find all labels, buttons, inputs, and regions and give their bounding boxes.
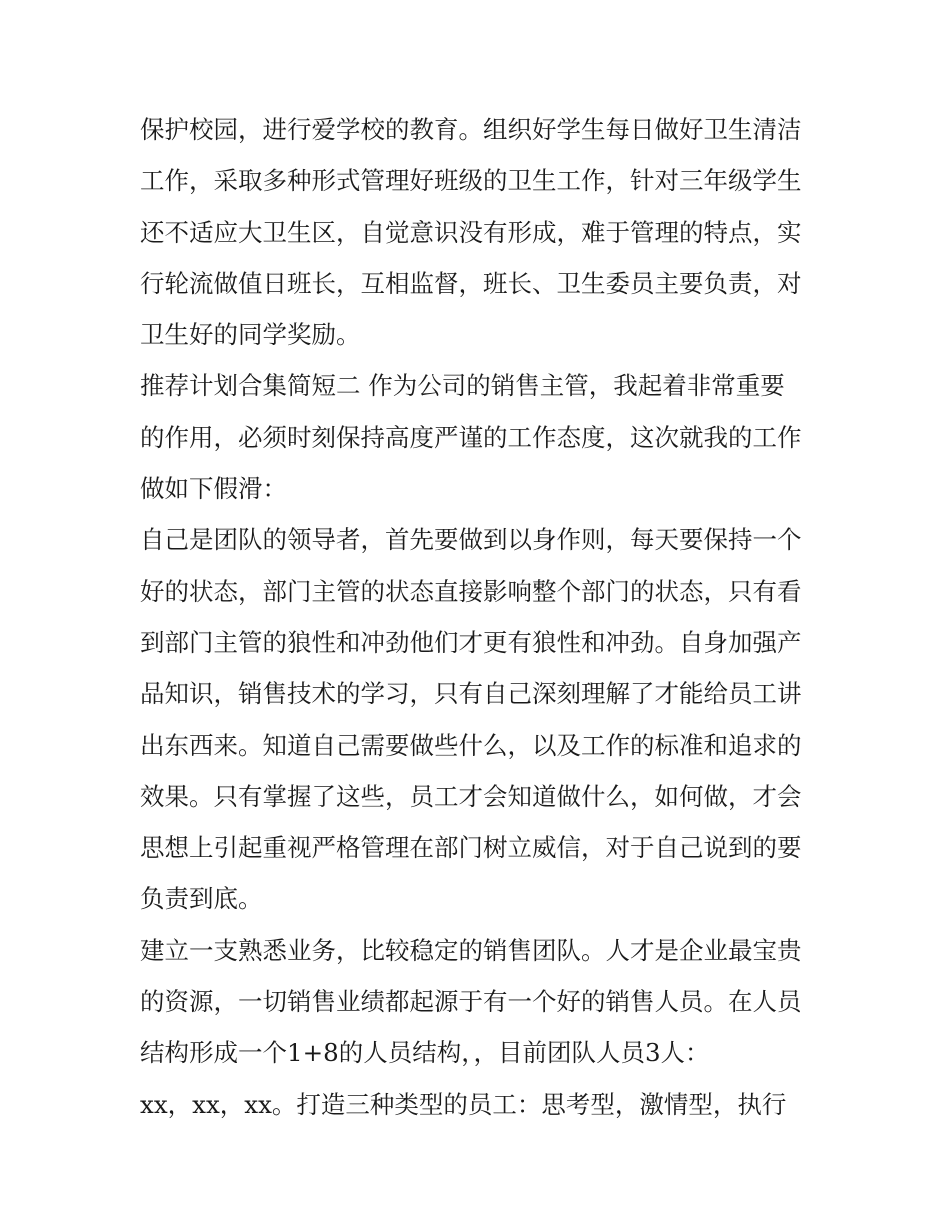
text-line: 建立一支熟悉业务，比较稳定的销售团队。人才是企业最宝贵 — [140, 935, 802, 965]
text-line: 工作，采取多种形式管理好班级的卫生工作，针对三年级学生 — [140, 166, 802, 196]
text-line: 好的状态，部门主管的状态直接影响整个部门的状态，只有看 — [140, 576, 802, 606]
text-line: 结构形成一个1+8的人员结构，，目前团队人员3人： — [140, 1038, 710, 1068]
text-line: xx，xx，xx。打造三种类型的员工：思考型，激情型，执行 — [140, 1089, 787, 1119]
text-line: 思想上引起重视严格管理在部门树立威信，对于自己说到的要 — [140, 833, 802, 863]
text-line: 出东西来。知道自己需要做些什么，以及工作的标准和追求的 — [140, 730, 802, 760]
text-line: 到部门主管的狼性和冲劲他们才更有狼性和冲劲。自身加强产 — [140, 627, 802, 657]
text-line: 效果。只有掌握了这些，员工才会知道做什么，如何做，才会 — [140, 781, 802, 811]
document-body — [140, 104, 820, 1130]
text-line: 品知识，销售技术的学习，只有自己深刻理解了才能给员工讲 — [140, 679, 802, 709]
text-line: 的资源，一切销售业绩都起源于有一个好的销售人员。在人员 — [140, 987, 802, 1017]
text-line: 推荐计划合集简短二 作为公司的销售主管，我起着非常重要 — [140, 371, 785, 401]
text-line: 自己是团队的领导者，首先要做到以身作则，每天要保持一个 — [140, 525, 802, 555]
text-line: 保护校园，进行爱学校的教育。组织好学生每日做好卫生清洁 — [140, 115, 802, 144]
text-line: 行轮流做值日班长，互相监督，班长、卫生委员主要负责，对 — [140, 268, 802, 298]
text-line: 卫生好的同学奖励。 — [140, 320, 361, 350]
text-line: 的作用，必须时刻保持高度严谨的工作态度，这次就我的工作 — [140, 422, 802, 452]
text-line: 负责到底。 — [140, 884, 263, 914]
text-line: 做如下假滑： — [140, 474, 287, 504]
text-line: 还不适应大卫生区，自觉意识没有形成，难于管理的特点，实 — [140, 217, 802, 247]
